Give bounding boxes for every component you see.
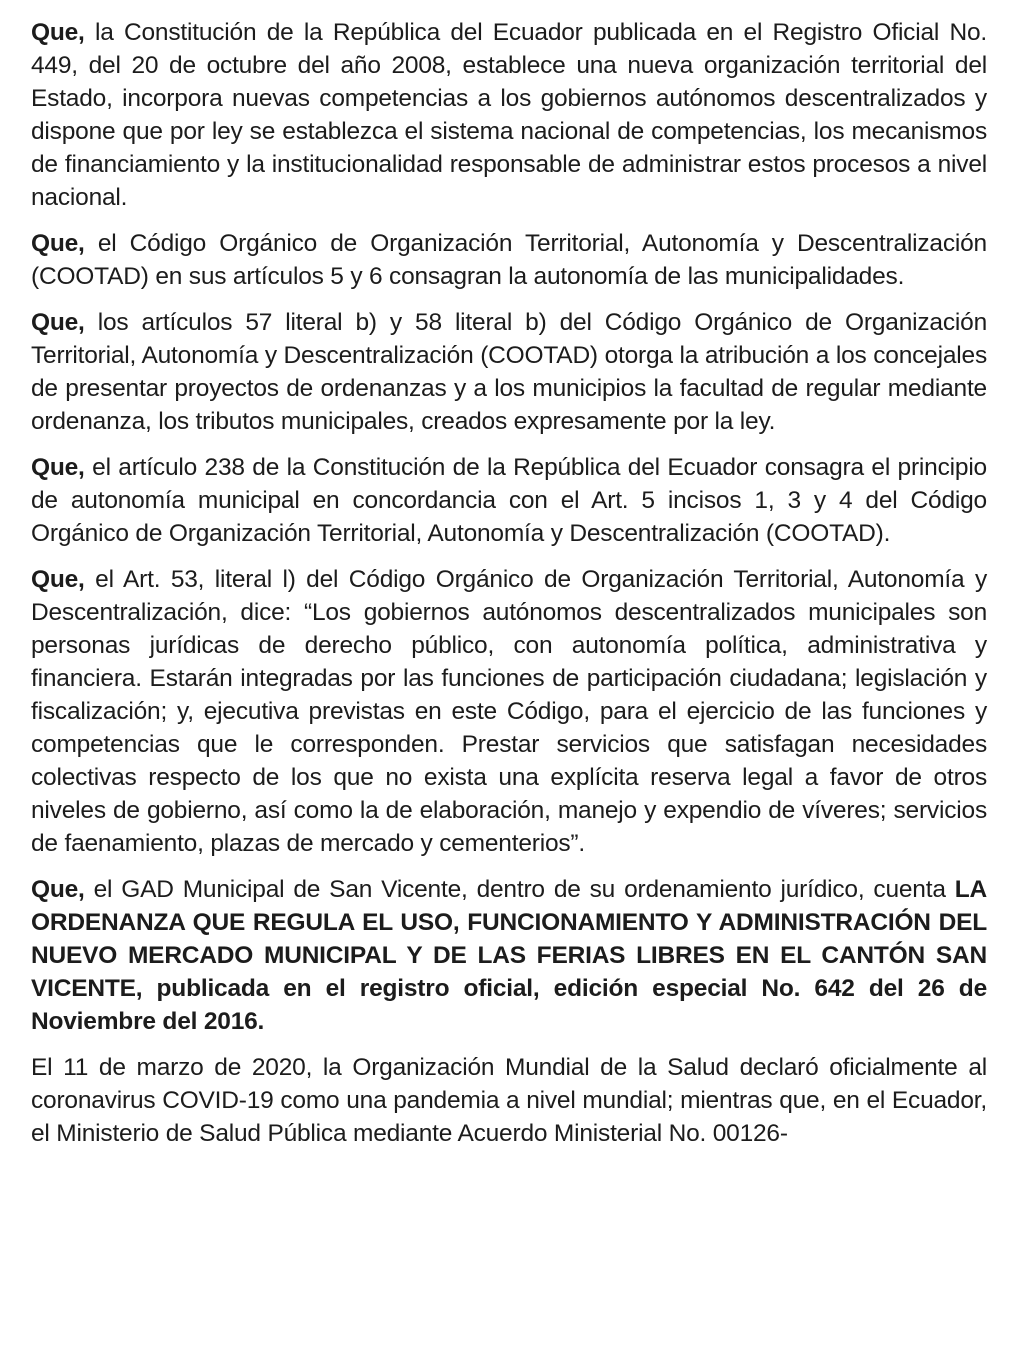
paragraph-1	[31, 16, 987, 214]
paragraph-3	[31, 306, 987, 438]
paragraph-text: el artículo 238 de la Constitución de la República del Ecuador consagra el principio de autonomía municipal en concordancia con el Art. 5 incisos 1, 3 y 4 del Código Orgánico de Organización Territorial, Autonomía y Descentralización (COOTAD).	[31, 454, 987, 547]
paragraph-2	[31, 227, 987, 293]
paragraph-text: El 11 de marzo de 2020, la Organización Mundial de la Salud declaró oficialmente al coronavirus COVID-19 como una pandemia a nivel mundial; mientras que, en el Ecuador, el Ministerio de Salud Pública mediante Acuerdo Ministerial No. 00126-	[31, 1054, 987, 1147]
paragraph-7	[31, 1051, 987, 1150]
document-page	[31, 16, 987, 1163]
paragraph-lead: Que,	[31, 454, 85, 481]
paragraph-lead: Que,	[31, 230, 85, 257]
paragraph-5	[31, 563, 987, 860]
paragraph-4	[31, 451, 987, 550]
paragraph-text: el Art. 53, literal l) del Código Orgánico de Organización Territorial, Autonomía y Descentralización, dice: “Los gobiernos autónomos descentralizados municipales son personas jurídicas de derecho público, con autonomía política, administrativa y financiera. Estarán integradas por las funciones de participación ciudadana; legislación y fiscalización; y, ejecutiva previstas en este Código, para el ejercicio de las funciones y competencias que le corresponden. Prestar servicios que satisfagan necesidades colectivas respecto de los que no exista una explícita reserva legal a favor de otros niveles de gobierno, así como la de elaboración, manejo y expendio de víveres; servicios de faenamiento, plazas de mercado y cementerios”.	[31, 566, 987, 857]
paragraph-text: el GAD Municipal de San Vicente, dentro de su ordenamiento jurídico, cuenta	[84, 876, 955, 903]
paragraph-text: la Constitución de la República del Ecuador publicada en el Registro Oficial No. 449, del 20 de octubre del año 2008, establece una nueva organización territorial del Estado, incorpora nuevas competencias a los gobiernos autónomos descentralizados y dispone que por ley se establezca el sistema nacional de competencias, los mecanismos de financiamiento y la institucionalidad responsable de administrar estos procesos a nivel nacional.	[31, 19, 987, 211]
paragraph-6	[31, 873, 987, 1038]
paragraph-lead: Que,	[31, 876, 85, 903]
paragraph-text: el Código Orgánico de Organización Territorial, Autonomía y Descentralización (COOTAD) en sus artículos 5 y 6 consagran la autonomía de las municipalidades.	[31, 230, 987, 290]
paragraph-lead: Que,	[31, 19, 85, 46]
paragraph-lead: Que,	[31, 566, 85, 593]
ordinance-title: LA ORDENANZA QUE REGULA EL USO, FUNCIONAMIENTO Y ADMINISTRACIÓN DEL NUEVO MERCADO MUNICIPAL Y DE LAS FERIAS LIBRES EN EL CANTÓN SAN VICENTE, publicada en el registro oficial, edición especial No. 642 del 26 de Noviembre del 2016.	[31, 876, 987, 1035]
paragraph-lead: Que,	[31, 309, 85, 336]
paragraph-text: los artículos 57 literal b) y 58 literal b) del Código Orgánico de Organización Territorial, Autonomía y Descentralización (COOTAD) otorga la atribución a los concejales de presentar proyectos de ordenanzas y a los municipios la facultad de regular mediante ordenanza, los tributos municipales, creados expresamente por la ley.	[31, 309, 987, 435]
